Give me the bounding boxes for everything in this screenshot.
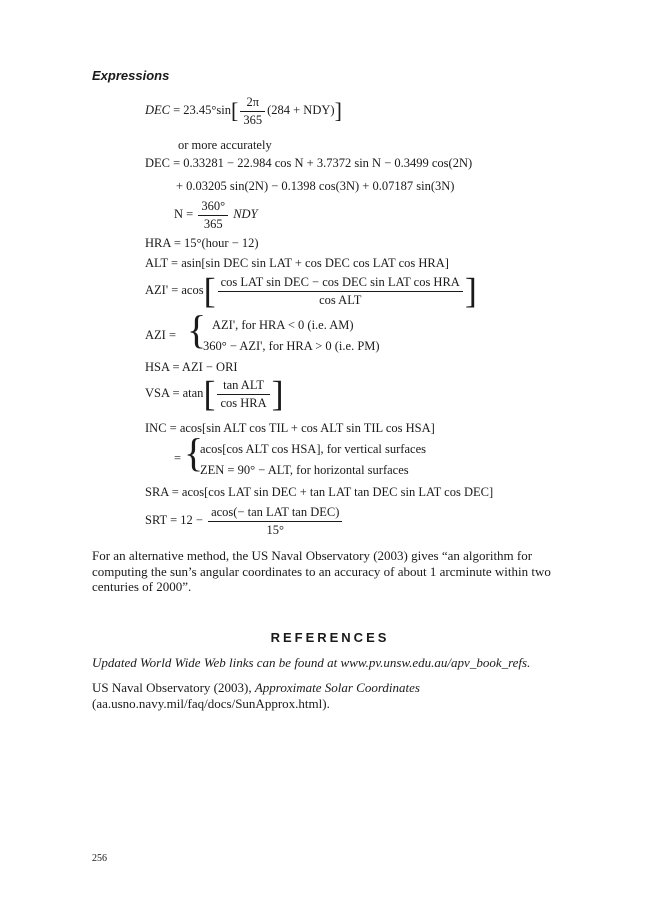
n-frac-den: 365	[203, 216, 223, 231]
azi-case-1: AZI', for HRA < 0 (i.e. AM)	[212, 318, 354, 332]
alternative-method-paragraph: For an alternative method, the US Naval Observatory (2003) gives “an algorithm for computing the sun’s angular coordinates to an accuracy of about 1 arcminute within two centuries of 2000”.	[92, 548, 551, 594]
azi-prime-frac-num: cos LAT sin DEC − cos DEC sin LAT cos HRA	[218, 276, 463, 292]
references-heading: REFERENCES	[270, 630, 390, 645]
dec1-tail: (284 + NDY)	[267, 102, 335, 117]
equation-hsa: HSA = AZI − ORI	[145, 360, 238, 374]
reference-title: Approximate Solar Coordinates	[254, 680, 420, 695]
equation-n	[174, 200, 258, 230]
equation-inc: INC = acos[sin ALT cos TIL + cos ALT sin TIL cos HSA]	[145, 421, 435, 435]
azi-brace: {	[187, 307, 207, 352]
equation-srt	[145, 506, 344, 536]
vsa-frac-num: tan ALT	[217, 379, 269, 395]
n-fraction	[198, 200, 228, 230]
n-frac-num: 360°	[198, 200, 228, 216]
azi-case-2: 360° − AZI', for HRA > 0 (i.e. PM)	[203, 339, 380, 353]
dec1-frac-num: 2π	[240, 96, 265, 112]
equation-vsa: VSA = atan[ $\frac{\text{tan ALT}}{\text{cos HRA}}$ ]	[145, 373, 284, 414]
inc-case-2: ZEN = 90° − ALT, for horizontal surfaces	[200, 463, 409, 477]
azi-prime-fraction	[218, 276, 463, 306]
azi-prime-frac-den: cos ALT	[319, 292, 362, 307]
equation-hra: HRA = 15°(hour − 12)	[145, 236, 259, 250]
vsa-lhs: VSA = atan	[145, 385, 204, 400]
inc-case-1: acos[cos ALT cos HSA], for vertical surfaces	[200, 442, 426, 456]
srt-lhs: SRT = 12 −	[145, 512, 203, 527]
equation-azi-prime: AZI' = acos[ $\frac{\text{cos LAT sin DEC − cos DEC sin LAT cos HRA}}{\text{cos ALT}}$ ]	[145, 270, 477, 311]
equation-dec-1: DEC = 23.45°sin[ $\frac{2\pi}{365}$ (284 + NDY)]	[145, 95, 342, 127]
reference-author-year: US Naval Observatory (2003),	[92, 680, 255, 695]
srt-frac-den: 15°	[266, 522, 284, 537]
dec1-fraction	[240, 96, 265, 126]
equation-dec-2-line2: + 0.03205 sin(2N) − 0.1398 cos(3N) + 0.07187 sin(3N)	[176, 179, 455, 193]
reference-usno	[92, 680, 562, 711]
vsa-frac-den: cos HRA	[220, 395, 267, 410]
dec1-lhs: DEC	[145, 102, 170, 117]
inc-brace: {	[184, 430, 204, 475]
dec1-frac-den: 365	[243, 112, 263, 127]
inc-cases-lhs: =	[174, 451, 182, 465]
azi-lhs: AZI =	[145, 328, 176, 342]
n-tail: NDY	[233, 206, 258, 221]
srt-frac-num: acos(− tan LAT tan DEC)	[208, 506, 342, 522]
page-number: 256	[92, 853, 107, 864]
references-note: Updated World Wide Web links can be found at www.pv.unsw.edu.au/apv_book_refs.	[92, 655, 531, 670]
n-lhs: N =	[174, 206, 194, 221]
reference-link-text: (aa.usno.navy.mil/faq/docs/SunApprox.html).	[92, 695, 330, 711]
equation-alt: ALT = asin[sin DEC sin LAT + cos DEC cos LAT cos HRA]	[145, 256, 449, 270]
more-accurately-text: or more accurately	[178, 138, 272, 152]
dec1-coef: = 23.45°sin	[173, 102, 232, 117]
equation-dec-2-line1: DEC = 0.33281 − 22.984 cos N + 3.7372 sin N − 0.3499 cos(2N)	[145, 156, 473, 170]
vsa-fraction	[217, 379, 269, 409]
srt-fraction	[208, 506, 342, 536]
section-title: Expressions	[92, 68, 170, 83]
equation-sra: SRA = acos[cos LAT sin DEC + tan LAT tan DEC sin LAT cos DEC]	[145, 485, 494, 499]
azi-prime-lhs: AZI' = acos	[145, 282, 204, 297]
